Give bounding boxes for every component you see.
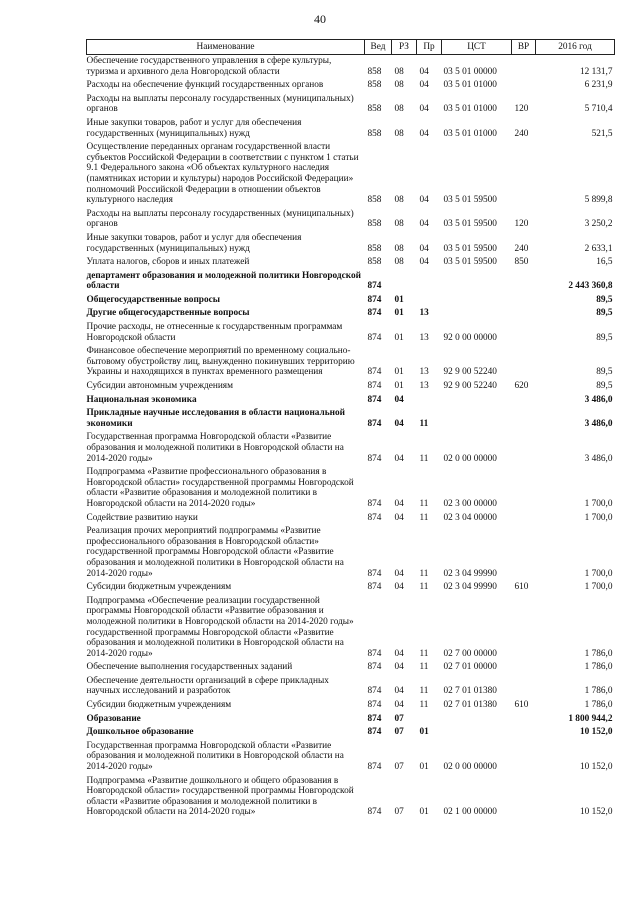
- row-pr: 13: [419, 332, 429, 343]
- row-ved: 874: [367, 648, 382, 659]
- row-vr: 850: [514, 257, 529, 268]
- row-vr: [512, 525, 536, 581]
- row-ved: 874: [367, 367, 382, 378]
- row-cst: 03 5 01 01000: [443, 128, 497, 139]
- row-cst: [442, 726, 512, 740]
- row-ved: 874: [367, 418, 382, 429]
- row-ved: 874: [367, 498, 382, 509]
- row-cst: 02 0 00 00000: [443, 453, 497, 464]
- row-ved: 874: [367, 727, 382, 738]
- row-pr: 04: [419, 243, 429, 254]
- row-pr: 13: [419, 367, 429, 378]
- row-name: Субсидии автономным учреждениям: [86, 381, 233, 392]
- row-pr: 11: [419, 662, 429, 673]
- table-row: [87, 581, 615, 595]
- table-row: [87, 595, 615, 662]
- row-sum: 2 633,1: [584, 243, 613, 254]
- row-name: Уплата налогов, сборов и иных платежей: [86, 257, 250, 268]
- row-sum: 10 152,0: [579, 762, 613, 773]
- row-pr: 04: [419, 66, 429, 77]
- row-cst: 03 5 01 59500: [443, 243, 497, 254]
- row-cst: 03 5 01 01000: [443, 104, 497, 115]
- row-pr: 11: [419, 700, 429, 711]
- row-rz: 04: [394, 512, 404, 523]
- row-rz: 04: [394, 582, 404, 593]
- table-row: [87, 93, 615, 117]
- row-vr: [512, 294, 536, 308]
- table-body: [87, 55, 615, 821]
- row-vr: [512, 345, 536, 380]
- row-sum: 1 700,0: [584, 512, 613, 523]
- row-name: Государственная программа Новгородской области «Развитие образования и молодежной политики в Новгородской области на 2014-2020 годы»: [86, 432, 344, 464]
- table-row: [87, 270, 615, 294]
- row-pr: 04: [419, 195, 429, 206]
- row-sum: 89,5: [596, 381, 613, 392]
- row-pr: [417, 294, 442, 308]
- row-vr: 240: [514, 243, 529, 254]
- row-vr: 120: [514, 219, 529, 230]
- row-ved: 858: [367, 243, 382, 254]
- table-row: [87, 525, 615, 581]
- row-rz: 08: [394, 195, 404, 206]
- row-name: Субсидии бюджетным учреждениям: [86, 582, 232, 593]
- row-rz: 08: [394, 243, 404, 254]
- row-cst: [442, 394, 512, 408]
- table-row: [87, 141, 615, 208]
- row-pr: 04: [419, 257, 429, 268]
- row-ved: 874: [367, 308, 382, 319]
- row-vr: [512, 675, 536, 699]
- row-pr: 11: [419, 453, 429, 464]
- row-pr: 01: [419, 807, 429, 818]
- table-row: [87, 431, 615, 466]
- header-rz: РЗ: [392, 40, 417, 55]
- table-row: [87, 294, 615, 308]
- budget-table: [86, 39, 615, 820]
- table-row: [87, 55, 615, 80]
- row-ved: 858: [367, 128, 382, 139]
- row-sum: 1 786,0: [584, 662, 613, 673]
- row-name: Обеспечение деятельности организаций в сфере прикладных научных исследований и разработок: [86, 675, 329, 697]
- row-sum: 3 486,0: [584, 394, 613, 405]
- row-rz: 04: [394, 418, 404, 429]
- row-name: Финансовое обеспечение мероприятий по временному социально-бытовому обустройству лиц, вынужденно покинувших территорию Украины и находящихся в пунктах временного размещения: [86, 346, 355, 378]
- row-sum: 3 486,0: [584, 418, 613, 429]
- row-name: Иные закупки товаров, работ и услуг для обеспечения государственных (муниципальных) нужд: [86, 117, 302, 139]
- table-row: [87, 117, 615, 141]
- row-name: Иные закупки товаров, работ и услуг для обеспечения государственных (муниципальных) нужд: [86, 232, 302, 254]
- row-name: Обеспечение государственного управления в сфере культуры, туризма и архивного дела Новгородской области: [86, 56, 332, 77]
- row-rz: 01: [394, 367, 404, 378]
- row-cst: 03 5 01 01000: [443, 80, 497, 91]
- row-sum: 1 800 944,2: [568, 713, 613, 724]
- row-rz: 01: [394, 381, 404, 392]
- row-name: Подпрограмма «Развитие дошкольного и общего образования в Новгородской области» государственной программы Новгородской области «Развитие образования и молодежной политики в Новгородской области на 2014-2020 годы»: [86, 775, 354, 818]
- row-pr: [417, 394, 442, 408]
- row-name: Государственная программа Новгородской области «Развитие образования и молодежной политики в Новгородской области на 2014-2020 годы»: [86, 740, 344, 773]
- row-sum: 5 710,4: [584, 104, 613, 115]
- row-sum: 1 700,0: [584, 568, 613, 579]
- row-vr: [512, 775, 536, 820]
- table-row: [87, 394, 615, 408]
- row-rz: 08: [394, 219, 404, 230]
- row-cst: 03 5 01 59500: [443, 195, 497, 206]
- table-row: [87, 661, 615, 675]
- row-sum: 89,5: [596, 332, 613, 343]
- row-ved: 874: [367, 394, 382, 405]
- table-row: [87, 321, 615, 345]
- row-pr: 11: [419, 648, 429, 659]
- table-row: [87, 256, 615, 270]
- row-cst: [442, 407, 512, 431]
- row-vr: [512, 321, 536, 345]
- row-ved: 874: [367, 281, 382, 292]
- row-pr: 04: [419, 104, 429, 115]
- row-cst: 92 9 00 52240: [443, 367, 497, 378]
- row-rz: 04: [394, 700, 404, 711]
- row-pr: 11: [419, 512, 429, 523]
- row-pr: 11: [419, 568, 429, 579]
- row-sum: 1 700,0: [584, 582, 613, 593]
- row-vr: 240: [514, 128, 529, 139]
- row-name: Расходы на обеспечение функций государственных органов: [86, 80, 324, 91]
- table-row: [87, 380, 615, 394]
- row-rz: 08: [394, 128, 404, 139]
- row-ved: 858: [367, 219, 382, 230]
- row-rz: 08: [394, 104, 404, 115]
- row-vr: [512, 661, 536, 675]
- row-name: Прикладные научные исследования в области национальной экономики: [86, 408, 346, 429]
- row-sum: 89,5: [596, 367, 613, 378]
- row-cst: [442, 270, 512, 294]
- row-pr: 11: [419, 686, 429, 697]
- row-cst: [442, 294, 512, 308]
- row-vr: 610: [514, 700, 529, 711]
- row-name: Реализация прочих мероприятий подпрограммы «Развитие профессионального образования в Новгородской области» государственной программы Новгородской области «Развитие образования и молодежной политики в Новгородской области на 2014-2020 годы»: [86, 526, 344, 579]
- row-name: Подпрограмма «Обеспечение реализации государственной программы Новгородской области «Развитие образования и молодежной политики в Новгородской области на 2014-2020 годы» государственной программы Новгородской области «Развитие образования и молодежной политики в Новгородской области на 2014-2020 годы»: [86, 595, 354, 659]
- row-ved: 874: [367, 582, 382, 593]
- row-pr: 13: [419, 381, 429, 392]
- row-name: Подпрограмма «Развитие профессионального образования в Новгородской области» государственной программы Новгородской области «Развитие образования и молодежной политики в Новгородской области на 2014-2020 годы»: [86, 467, 354, 509]
- row-cst: 02 1 00 00000: [443, 807, 497, 818]
- row-vr: [512, 713, 536, 727]
- row-ved: 874: [367, 453, 382, 464]
- row-cst: 02 3 04 99990: [443, 582, 497, 593]
- row-vr: 620: [514, 381, 529, 392]
- row-sum: 10 152,0: [579, 727, 613, 738]
- row-sum: 1 786,0: [584, 686, 613, 697]
- row-sum: 1 786,0: [584, 700, 613, 711]
- row-vr: [512, 55, 536, 80]
- table-row: [87, 407, 615, 431]
- row-vr: [512, 726, 536, 740]
- row-sum: 521,5: [591, 128, 613, 139]
- row-ved: 858: [367, 104, 382, 115]
- row-rz: 04: [394, 453, 404, 464]
- row-vr: 610: [514, 582, 529, 593]
- row-sum: 6 231,9: [584, 80, 613, 91]
- row-vr: 120: [514, 104, 529, 115]
- header-ved: Вед: [365, 40, 392, 55]
- table-row: [87, 345, 615, 380]
- row-sum: 12 131,7: [579, 66, 613, 77]
- row-vr: [512, 595, 536, 662]
- row-name: Обеспечение выполнения государственных заданий: [86, 662, 293, 673]
- row-ved: 874: [367, 700, 382, 711]
- row-sum: 1 700,0: [584, 498, 613, 509]
- row-rz: 08: [394, 66, 404, 77]
- row-pr: 04: [419, 219, 429, 230]
- row-pr: 04: [419, 128, 429, 139]
- row-cst: 02 3 00 00000: [443, 498, 497, 509]
- row-cst: 92 0 00 00000: [443, 332, 497, 343]
- row-rz: 04: [394, 662, 404, 673]
- table-row: [87, 512, 615, 526]
- row-rz: 04: [394, 568, 404, 579]
- header-year: 2016 год: [536, 40, 615, 55]
- table-row: [87, 699, 615, 713]
- table-row: [87, 775, 615, 820]
- row-ved: 874: [367, 512, 382, 523]
- table-row: [87, 208, 615, 232]
- row-ved: 858: [367, 80, 382, 91]
- row-ved: 874: [367, 381, 382, 392]
- row-sum: 1 786,0: [584, 648, 613, 659]
- row-ved: 874: [367, 568, 382, 579]
- header-pr: Пр: [417, 40, 442, 55]
- row-pr: 11: [419, 582, 429, 593]
- row-ved: 874: [367, 294, 382, 305]
- row-rz: 04: [394, 498, 404, 509]
- row-sum: 5 899,8: [584, 195, 613, 206]
- table-row: [87, 79, 615, 93]
- header-cst: ЦСТ: [442, 40, 512, 55]
- row-rz: 07: [394, 713, 404, 724]
- row-sum: 3 486,0: [584, 453, 613, 464]
- row-vr: [512, 141, 536, 208]
- row-cst: [442, 713, 512, 727]
- row-vr: [512, 431, 536, 466]
- row-pr: 01: [419, 727, 429, 738]
- row-ved: 874: [367, 662, 382, 673]
- row-name: Осуществление переданных органам государственной власти субъектов Российской Федерации в соответствии с пунктом 1 статьи 9.1 Федерального закона «Об объектах культурного наследия (памятниках истории и культуры) народов Российской Федерации» полномочий Российской Федерации в отношении объектов культурного наследия: [86, 142, 359, 206]
- row-vr: [512, 394, 536, 408]
- row-ved: 874: [367, 332, 382, 343]
- row-vr: [512, 407, 536, 431]
- row-ved: 858: [367, 195, 382, 206]
- row-rz: 04: [394, 394, 404, 405]
- row-vr: [512, 79, 536, 93]
- row-cst: 02 0 00 00000: [443, 762, 497, 773]
- table-row: [87, 307, 615, 321]
- row-pr: 04: [419, 80, 429, 91]
- row-pr: 13: [419, 308, 429, 319]
- row-rz: 07: [394, 807, 404, 818]
- row-name: Содействие развитию науки: [86, 512, 198, 523]
- row-rz: [392, 270, 417, 294]
- row-sum: 3 250,2: [584, 219, 613, 230]
- row-sum: 89,5: [596, 308, 613, 319]
- row-cst: 02 7 01 01380: [443, 686, 497, 697]
- table-header: [87, 40, 615, 55]
- row-vr: [512, 466, 536, 511]
- row-vr: [512, 270, 536, 294]
- table-row: [87, 740, 615, 775]
- row-ved: 874: [367, 807, 382, 818]
- header-name: Наименование: [87, 40, 365, 55]
- row-name: Расходы на выплаты персоналу государственных (муниципальных) органов: [86, 93, 354, 115]
- table-row: [87, 713, 615, 727]
- row-rz: 04: [394, 648, 404, 659]
- row-rz: 08: [394, 80, 404, 91]
- row-pr: 11: [419, 498, 429, 509]
- row-name: Расходы на выплаты персоналу государственных (муниципальных) органов: [86, 208, 354, 230]
- row-cst: 03 5 01 59500: [443, 257, 497, 268]
- header-vr: ВР: [512, 40, 536, 55]
- row-ved: 874: [367, 762, 382, 773]
- row-rz: 07: [394, 727, 404, 738]
- row-ved: 858: [367, 257, 382, 268]
- table-row: [87, 726, 615, 740]
- row-sum: 16,5: [596, 257, 613, 268]
- row-vr: [512, 512, 536, 526]
- row-rz: 01: [394, 332, 404, 343]
- row-ved: 874: [367, 686, 382, 697]
- row-rz: 08: [394, 257, 404, 268]
- row-cst: 02 7 00 00000: [443, 648, 497, 659]
- row-rz: 07: [394, 762, 404, 773]
- row-pr: [417, 713, 442, 727]
- row-name: Образование: [86, 713, 141, 724]
- table-row: [87, 675, 615, 699]
- row-sum: 2 443 360,8: [568, 281, 613, 292]
- row-vr: [512, 307, 536, 321]
- row-ved: 874: [367, 713, 382, 724]
- row-name: Другие общегосударственные вопросы: [86, 308, 250, 319]
- row-cst: 02 7 01 00000: [443, 662, 497, 673]
- row-cst: 03 5 01 59500: [443, 219, 497, 230]
- table-row: [87, 466, 615, 511]
- row-rz: 01: [394, 308, 404, 319]
- row-ved: 858: [367, 66, 382, 77]
- page-number: 40: [314, 12, 326, 26]
- row-cst: 02 3 04 99990: [443, 568, 497, 579]
- row-cst: 92 9 00 52240: [443, 381, 497, 392]
- row-cst: 02 7 01 01380: [443, 700, 497, 711]
- row-name: департамент образования и молодежной политики Новгородской области: [86, 270, 361, 292]
- row-name: Дошкольное образование: [86, 727, 194, 738]
- row-rz: 04: [394, 686, 404, 697]
- row-vr: [512, 740, 536, 775]
- row-cst: [442, 307, 512, 321]
- row-name: Общегосударственные вопросы: [86, 294, 221, 305]
- row-name: Субсидии бюджетным учреждениям: [86, 700, 232, 711]
- row-pr: 01: [419, 762, 429, 773]
- row-sum: 89,5: [596, 294, 613, 305]
- row-name: Национальная экономика: [86, 394, 197, 405]
- row-rz: 01: [394, 294, 404, 305]
- row-sum: 10 152,0: [579, 807, 613, 818]
- row-name: Прочие расходы, не отнесенные к государственным программам Новгородской области: [86, 322, 343, 343]
- row-cst: 02 3 04 00000: [443, 512, 497, 523]
- row-pr: 11: [419, 418, 429, 429]
- row-pr: [417, 270, 442, 294]
- table-row: [87, 232, 615, 256]
- row-cst: 03 5 01 00000: [443, 66, 497, 77]
